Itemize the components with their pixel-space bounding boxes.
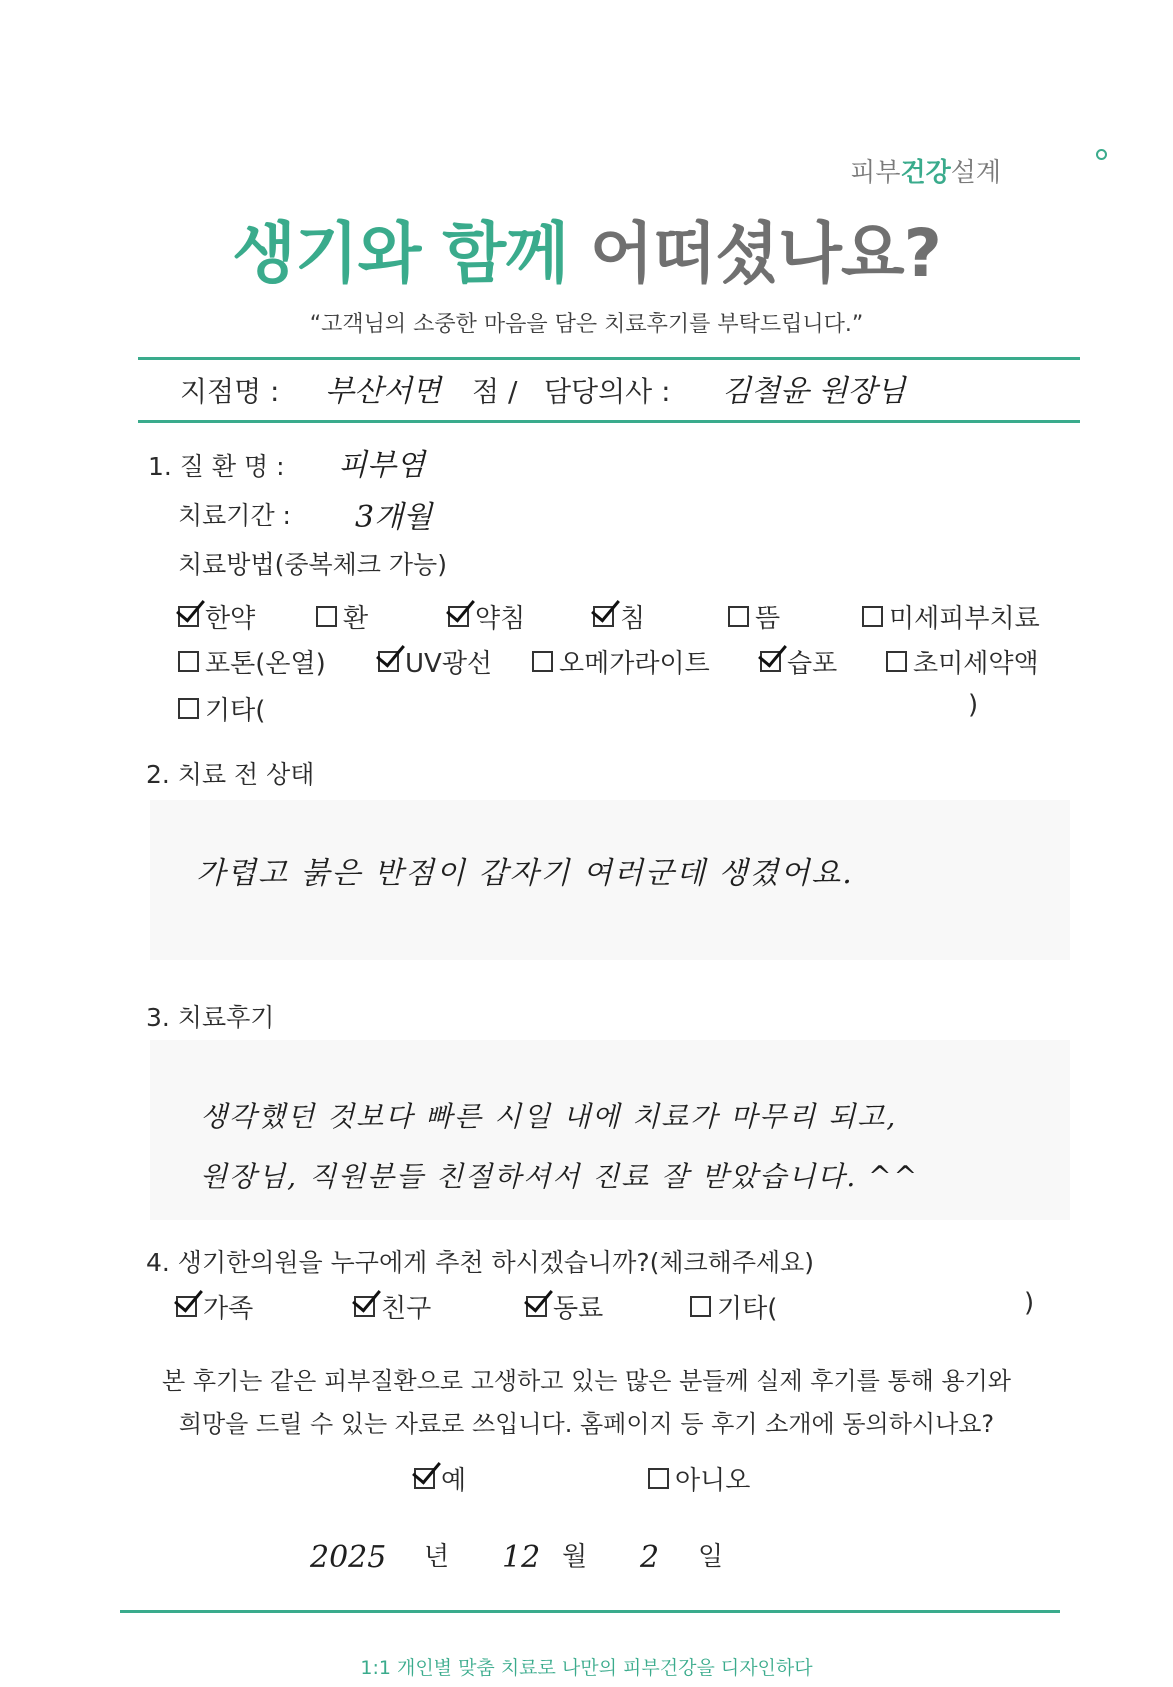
recommend-label: 가족 — [203, 1294, 254, 1324]
period-value: 3개월 — [355, 500, 433, 535]
method-label: 환 — [343, 604, 369, 634]
consent-line-2: 희망을 드릴 수 있는 자료로 쓰입니다. 홈페이지 등 후기 소개에 동의하시나요? — [178, 1410, 995, 1438]
checkbox-icon[interactable] — [178, 606, 199, 627]
checkbox-icon[interactable] — [178, 698, 199, 719]
checkbox-icon[interactable] — [526, 1296, 547, 1317]
recommend-label: 동료 — [553, 1294, 604, 1324]
title-gray: 어떠셨나요? — [589, 215, 941, 292]
consent-yes[interactable] — [414, 1460, 466, 1497]
checkbox-icon[interactable] — [414, 1468, 435, 1489]
method-label: 약침 — [475, 604, 526, 634]
method-option-other[interactable] — [178, 690, 265, 727]
branch-label: 지점명 : — [180, 375, 280, 408]
method-option-moxibustion[interactable] — [728, 598, 780, 635]
method-option-compress[interactable] — [760, 643, 837, 680]
recommend-label: 기타( — [717, 1294, 778, 1324]
page-title — [0, 200, 1173, 295]
doctor-value: 김철윤 원장님 — [722, 374, 906, 409]
checkbox-icon[interactable] — [760, 651, 781, 672]
consent-no-label: 아니오 — [675, 1466, 751, 1496]
recommend-other-close: ) — [1024, 1288, 1035, 1318]
checkbox-icon[interactable] — [862, 606, 883, 627]
recommend-option-friend[interactable] — [354, 1288, 431, 1325]
method-option-photon[interactable] — [178, 643, 326, 680]
checkbox-icon[interactable] — [593, 606, 614, 627]
date-day: 2 — [640, 1540, 660, 1575]
recommend-option-family[interactable] — [176, 1288, 253, 1325]
recommend-option-other[interactable] — [690, 1288, 777, 1325]
method-option-pharmacopuncture[interactable] — [448, 598, 525, 635]
branch-value: 부산서면 — [325, 374, 441, 409]
section4-title: 4. 생기한의원을 누구에게 추천 하시겠습니까?(체크해주세요) — [146, 1248, 815, 1277]
review-line-1: 생각했던 것보다 빠른 시일 내에 치료가 마무리 되고, — [200, 1100, 898, 1133]
checkbox-icon[interactable] — [448, 606, 469, 627]
methods-label: 치료방법(중복체크 가능) — [178, 550, 447, 579]
brand-logo — [850, 152, 1001, 189]
page-subtitle: “고객님의 소중한 마음을 담은 치료후기를 부탁드립니다.” — [309, 312, 864, 337]
brand-dot-icon — [1096, 149, 1107, 160]
disease-label: 1. 질 환 명 : — [148, 452, 285, 481]
method-label: 초미세약액 — [913, 649, 1039, 679]
disease-value: 피부염 — [338, 448, 425, 483]
method-label: 미세피부치료 — [889, 604, 1040, 634]
method-label: 침 — [620, 604, 646, 634]
brand-suffix: 설계 — [950, 158, 1001, 188]
method-option-uv[interactable] — [378, 643, 492, 680]
date-day-unit: 일 — [698, 1542, 724, 1572]
method-option-pill[interactable] — [316, 598, 368, 635]
checkbox-icon[interactable] — [354, 1296, 375, 1317]
branch-suffix: 점 / — [472, 375, 518, 408]
consent-yes-label: 예 — [441, 1466, 467, 1496]
recommend-label: 친구 — [381, 1294, 432, 1324]
method-option-herbal-medicine[interactable] — [178, 598, 255, 635]
checkbox-icon[interactable] — [728, 606, 749, 627]
doctor-label: 담당의사 : — [544, 375, 671, 408]
method-label: 습포 — [787, 649, 838, 679]
brand-accent: 건강 — [900, 158, 951, 188]
consent-line-1: 본 후기는 같은 피부질환으로 고생하고 있는 많은 분들께 실제 후기를 통해 용기와 — [162, 1367, 1011, 1395]
method-label: 뜸 — [755, 604, 781, 634]
method-label: 한약 — [205, 604, 256, 634]
date-year-unit: 년 — [424, 1542, 450, 1572]
review-line-2: 원장님, 직원분들 친절하셔서 진료 잘 받았습니다. ^^ — [200, 1160, 920, 1193]
method-label: UV광선 — [405, 649, 493, 679]
footer-rule — [120, 1610, 1060, 1613]
footer-tagline: 1:1 개인별 맞춤 치료로 나만의 피부건강을 디자인하다 — [360, 1657, 813, 1679]
date-month-unit: 월 — [562, 1542, 588, 1572]
method-option-omega-light[interactable] — [532, 643, 710, 680]
date-month: 12 — [502, 1540, 541, 1575]
checkbox-icon[interactable] — [176, 1296, 197, 1317]
consent-no[interactable] — [648, 1460, 750, 1497]
method-other-close: ) — [968, 690, 979, 720]
before-state-text: 가렵고 붉은 반점이 갑자기 여러군데 생겼어요. — [196, 856, 854, 891]
checkbox-icon[interactable] — [532, 651, 553, 672]
date-year: 2025 — [310, 1540, 387, 1575]
top-rule — [138, 357, 1080, 360]
method-option-micro-skin[interactable] — [862, 598, 1040, 635]
checkbox-icon[interactable] — [648, 1468, 669, 1489]
checkbox-icon[interactable] — [316, 606, 337, 627]
checkbox-icon[interactable] — [378, 651, 399, 672]
checkbox-icon[interactable] — [690, 1296, 711, 1317]
title-green: 생기와 함께 — [232, 215, 568, 292]
period-label: 치료기간 : — [178, 501, 291, 530]
section3-title: 3. 치료후기 — [146, 1003, 275, 1032]
method-option-ultrafine[interactable] — [886, 643, 1039, 680]
bottom-rule — [138, 420, 1080, 423]
method-label: 기타( — [205, 696, 266, 726]
section2-title: 2. 치료 전 상태 — [146, 760, 315, 789]
method-label: 포톤(온열) — [205, 649, 326, 679]
method-option-acupuncture[interactable] — [593, 598, 645, 635]
brand-prefix: 피부 — [850, 158, 901, 188]
recommend-option-colleague[interactable] — [526, 1288, 603, 1325]
method-label: 오메가라이트 — [559, 649, 710, 679]
checkbox-icon[interactable] — [886, 651, 907, 672]
checkbox-icon[interactable] — [178, 651, 199, 672]
